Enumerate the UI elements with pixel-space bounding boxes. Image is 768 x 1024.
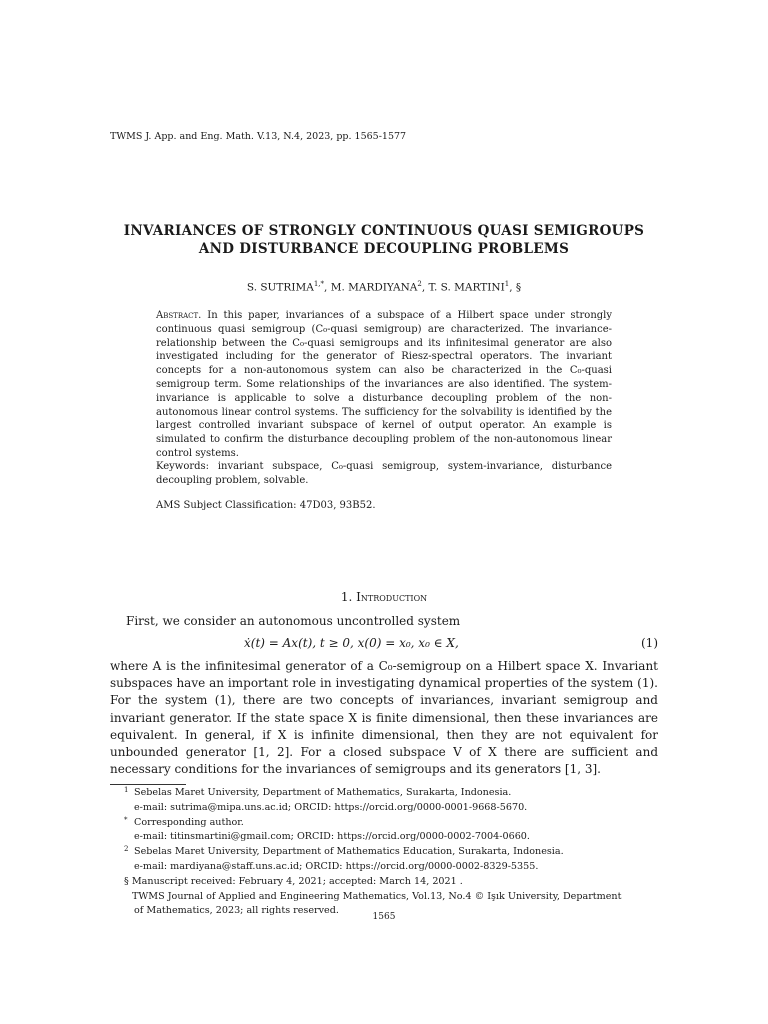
- footnote-2: [110, 845, 658, 875]
- author-list: S. $SUTRIMA^{1,*}$, M. MARDIYANA$^2$, T. S. MARTINI$^1$, §: [246, 280, 522, 294]
- section-number: 1.: [340, 590, 353, 604]
- title-line-1: INVARIANCES OF STRONGLY CONTINUOUS QUASI SEMIGROUPS: [123, 223, 645, 239]
- footnote-1-affiliation: Sebelas Maret University, Department of Mathematics, Surakarta, Indonesia.: [134, 787, 512, 798]
- author-2: M. MARDIYANA: [330, 281, 418, 294]
- ams-classification: AMS Subject Classification: 47D03, 93B52.: [156, 500, 376, 511]
- author-2-affiliation: 2: [417, 280, 422, 288]
- equation-body: ẋ(t) = Ax(t), t ≥ 0, x(0) = x₀, x₀ ∈ X,: [244, 636, 459, 650]
- abstract: [156, 309, 612, 461]
- journal-header: TWMS J. App. and Eng. Math. V.13, N.4, 2023, pp. 1565-1577: [110, 131, 407, 142]
- journal-copyright-line-2: of Mathematics, 2023; all rights reserved.: [134, 905, 339, 917]
- equation-number: (1): [641, 636, 658, 650]
- author-3: T. S. MARTINI: [428, 281, 505, 294]
- footnote-2-mark: 2: [124, 845, 129, 854]
- section-title: Introduction: [356, 590, 428, 604]
- footnotes: [110, 786, 658, 919]
- author-1: S. SUTRIMA: [246, 281, 314, 294]
- intro-sentence: First, we consider an autonomous uncontrolled system: [126, 614, 461, 628]
- footnote-1-mark: 1: [124, 786, 129, 794]
- paper-title: [100, 222, 668, 258]
- footnote-2-email: e-mail: mardiyana@staff.uns.ac.id; ORCID: https://orcid.org/0000-0002-8329-5355.: [134, 860, 539, 872]
- footnote-corresponding-email: e-mail: titinsmartini@gmail.com; ORCID: https://orcid.org/0000-0002-7004-0660.: [134, 831, 530, 843]
- page-number: 1565: [372, 912, 396, 922]
- title-line-2: AND DISTURBANCE DECOUPLING PROBLEMS: [198, 241, 570, 257]
- section-heading: [100, 590, 668, 604]
- footnote-corresponding-label: Corresponding author.: [134, 816, 244, 828]
- footnote-2-affiliation: Sebelas Maret University, Department of Mathematics Education, Surakarta, Indonesia.: [134, 846, 564, 858]
- journal-copyright-line-1: TWMS Journal of Applied and Engineering Mathematics, Vol.13, No.4 © Işık University, Department: [132, 890, 622, 902]
- author-1-affiliation: 1,*: [313, 280, 324, 288]
- manuscript-mark: §: [515, 281, 522, 294]
- footnote-corresponding: [110, 816, 658, 846]
- abstract-text: In this paper, invariances of a subspace of a Hilbert space under strongly continuous quasi semigroup (C₀-quasi semigroup) are characterized. The invariance-relationship between the C₀-quasi semigroups and its infinitesimal generator are also investigated including for the generator of Riesz-spectral operators. The invariant concepts for a non-autonomous system can also be characterized in the C₀-quasi semigroup term. Some relationships of the invariances are also identified. The system-invariance is applicable to solve a disturbance decoupling problem of the non-autonomous linear control systems. The sufficiency for the solvability is identified by the largest controlled invariant subspace of kernel of output operator. An example is simulated to confirm the disturbance decoupling problem of the non-autonomous linear control systems.: [156, 310, 613, 459]
- manuscript-dates: § Manuscript received: February 4, 2021; accepted: March 14, 2021 .: [124, 875, 463, 887]
- body-paragraph: where A is the infinitesimal generator of a C₀-semigroup on a Hilbert space X. Invariant subspaces have an important role in investigating dynamical properties of the system (1). For the system (1), there are two concepts of invariances, invariant semigroup and invariant generator. If the state space X is finite dimensional, then these invariances are equivalent. In general, if X is infinite dimensional, then they are not equivalent for unbounded generator [1, 2]. For a closed subspace V of X there are sufficient and necessary conditions for the invariances of semigroups and its generators [1, 3].: [110, 659, 658, 777]
- footnote-1-email: e-mail: sutrima@mipa.uns.ac.id; ORCID: https://orcid.org/0000-0001-9668-5670.: [134, 801, 528, 813]
- footnote-corresponding-mark: *: [124, 815, 128, 824]
- footnote-rule: [110, 784, 186, 785]
- footnote-1: [110, 786, 658, 816]
- keywords: Keywords: invariant subspace, C₀-quasi semigroup, system-invariance, disturbance decoupling problem, solvable.: [156, 461, 612, 486]
- abstract-label: Abstract.: [156, 310, 202, 321]
- author-3-affiliation: 1: [504, 280, 510, 288]
